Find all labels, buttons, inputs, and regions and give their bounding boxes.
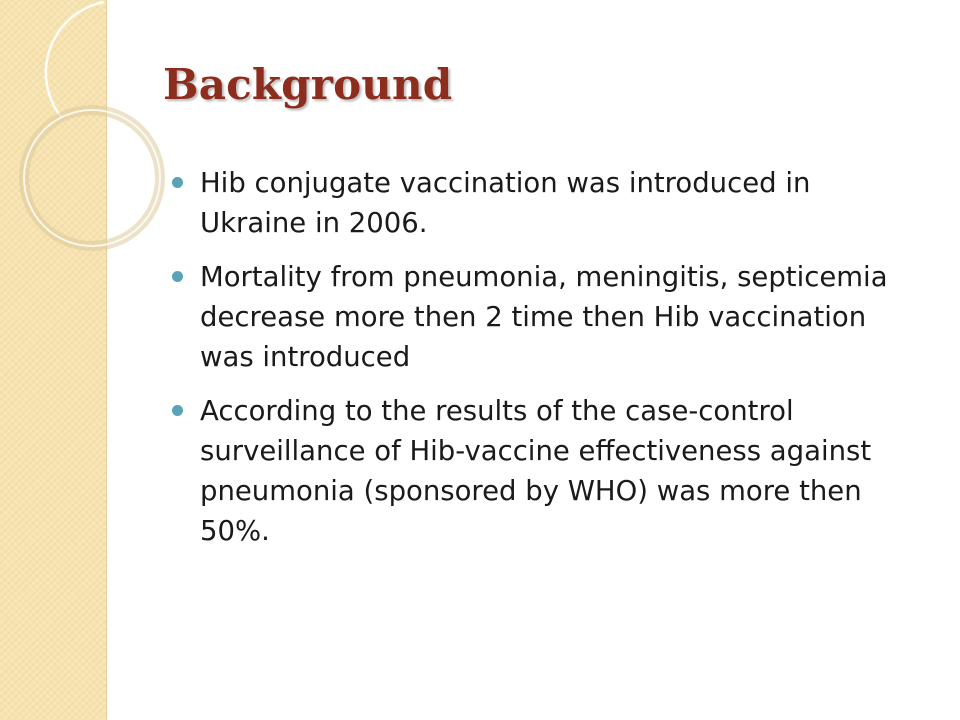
bullet-list xyxy=(172,163,922,565)
bullet-text: Hib conjugate vaccination was introduced in Ukraine in 2006. xyxy=(200,167,811,239)
list-item xyxy=(172,163,922,243)
decorative-circles xyxy=(0,0,130,260)
bullet-dot-icon xyxy=(172,177,183,188)
bullet-text: According to the results of the case-control surveillance of Hib-vaccine effectiveness against pneumonia (sponsored by WHO) was more then 50%. xyxy=(200,395,872,547)
list-item xyxy=(172,257,922,377)
list-item xyxy=(172,391,922,551)
bullet-dot-icon xyxy=(172,405,183,416)
slide-title: Background xyxy=(163,60,453,109)
bullet-text: Mortality from pneumonia, meningitis, septicemia decrease more then 2 time then Hib vaccination was introduced xyxy=(200,261,888,373)
bullet-dot-icon xyxy=(172,271,183,282)
